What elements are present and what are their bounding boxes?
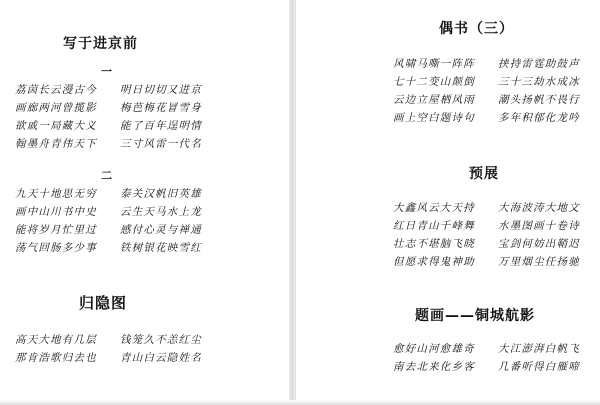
part-marker-1: 一 <box>101 65 112 78</box>
poem-title-5: 题画——铜城航影 <box>415 308 535 324</box>
poem-line: 梅芭梅花冒雪身 <box>120 102 202 114</box>
poem-line: 多年积郁化龙吟 <box>498 112 580 124</box>
poem-title-4: 预展 <box>469 166 499 182</box>
poem-line: 青山白云隐姓名 <box>120 352 202 364</box>
poem-line: 翰墨舟青伟天下 <box>15 138 97 150</box>
poem-line: 南去北来化乡客 <box>393 361 475 373</box>
poem-line: 泰关汉帆旧英雄 <box>120 188 202 200</box>
part-marker-2: 二 <box>101 169 112 182</box>
poem-line: 明日切切又进京 <box>120 84 202 96</box>
poem-title-1: 写于进京前 <box>63 36 138 52</box>
poem-line: 愈好山河愈雄奇 <box>393 343 475 355</box>
poem-line: 高天大地有几层 <box>15 334 97 346</box>
poem-line: 大江澎湃白帆飞 <box>498 343 580 355</box>
poem-title-3: 偶书（三） <box>439 21 514 37</box>
poem-line: 挟持雷霆助鼓声 <box>498 58 580 70</box>
poem-line: 铁树银花映雪红 <box>120 242 202 254</box>
poem-line: 水墨图画十卷诗 <box>498 220 580 232</box>
poem-line: 几番听得白雁啼 <box>498 361 580 373</box>
poem-line: 九天十地思无穷 <box>15 188 97 200</box>
poem-line: 画上空白题诗句 <box>393 112 475 124</box>
poem-line: 壮志不堪脑飞晓 <box>393 238 475 250</box>
poem-line: 大鑫风云大天持 <box>393 202 475 214</box>
poem-line: 万里烟尘任扬驰 <box>498 256 580 268</box>
left-page <box>0 0 289 405</box>
poem-line: 荔茵长云漫古今 <box>15 84 97 96</box>
poem-line: 潮头扬帆不畏行 <box>498 94 580 106</box>
poem-title-2: 归隐图 <box>79 294 128 312</box>
right-page <box>295 0 600 405</box>
poem-line: 荡气回肠多少事 <box>15 242 97 254</box>
page-bottom-edge <box>0 400 600 405</box>
poem-line: 红日青山千峰舞 <box>393 220 475 232</box>
poem-line: 七十二变山颠倒 <box>393 76 475 88</box>
poem-line: 能了百年逞明情 <box>120 120 202 132</box>
poem-line: 云边立屋栖风雨 <box>393 94 475 106</box>
poem-line: 云生天马水上龙 <box>120 206 202 218</box>
poem-line: 感付心灵与禅通 <box>120 224 202 236</box>
poem-line: 三寸风雷一代名 <box>120 138 202 150</box>
poem-line: 欲戚一局藏大义 <box>15 120 97 132</box>
poem-line: 画廊两河曾揽影 <box>15 102 97 114</box>
poem-line: 大海波涛大地文 <box>498 202 580 214</box>
poem-line: 三十三劫水成冰 <box>498 76 580 88</box>
poem-line: 宝剑何妨出鞘迟 <box>498 238 580 250</box>
poem-line: 画中山川书中史 <box>15 206 97 218</box>
poem-line: 钱笼久不恙红尘 <box>120 334 202 346</box>
poem-line: 那肯浩歌归去也 <box>15 352 97 364</box>
poem-line: 但愿求得鬼神助 <box>393 256 475 268</box>
poem-line: 能将岁月忙里过 <box>15 224 97 236</box>
poem-line: 风啸马嘶一阵阵 <box>393 58 475 70</box>
